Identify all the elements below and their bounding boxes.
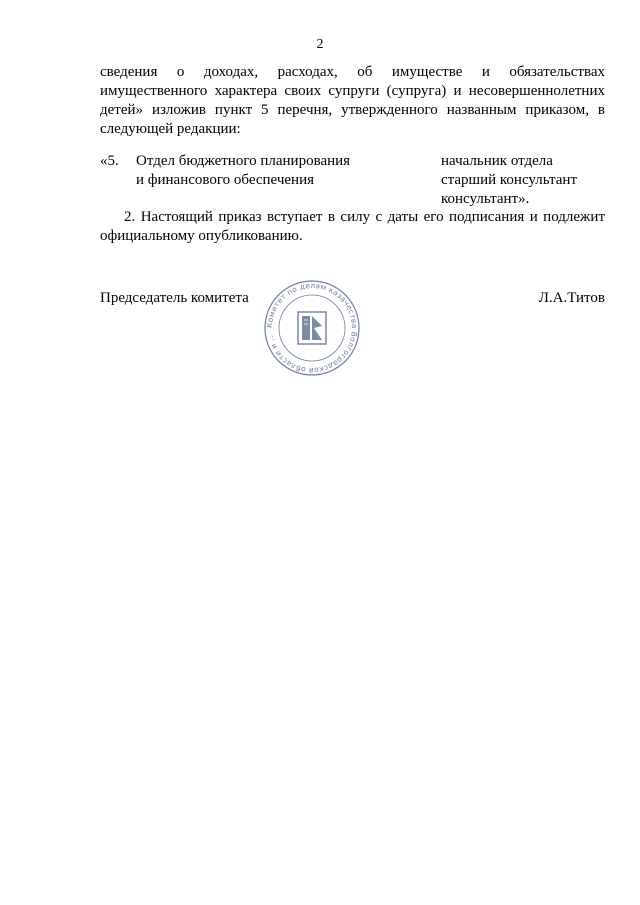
- seal-emblem-icon: [298, 312, 326, 344]
- seal-stamp: [262, 278, 362, 378]
- paragraph-1-line-3: детей» изложив пункт 5 перечня, утвержденного названным приказом, в: [100, 102, 605, 118]
- paragraph-2: [100, 208, 605, 246]
- item-department: [136, 152, 426, 190]
- page-number: 2: [316, 37, 324, 52]
- item-number: «5.: [100, 153, 119, 169]
- paragraph-1-line-4: следующей редакции:: [100, 121, 241, 137]
- item-position-3: консультант».: [441, 191, 530, 207]
- paragraph-2-line-2: официальному опубликованию.: [100, 228, 303, 244]
- paragraph-2-line-1: 2. Настоящий приказ вступает в силу с даты его подписания и подлежит: [124, 209, 605, 225]
- paragraph-1-line-1: сведения о доходах, расходах, об имуществе и обязательствах: [100, 64, 605, 80]
- signatory-name: Л.А.Титов: [538, 290, 605, 306]
- item-position-2: старший консультант: [441, 172, 577, 188]
- item-department-line-1: Отдел бюджетного планирования: [136, 153, 351, 169]
- item-position-1: начальник отдела: [441, 153, 553, 169]
- svg-text:Комитет по делам казачества Во: Комитет по делам казачества Волгоградской области и ...: [264, 280, 360, 376]
- paragraph-1: [100, 63, 605, 139]
- item-positions: [441, 152, 605, 209]
- signatory-title: Председатель комитета: [100, 290, 249, 306]
- signature-block: [100, 280, 605, 380]
- item-department-line-2: и финансового обеспечения: [136, 172, 314, 188]
- paragraph-1-line-2: имущественного характера своих супруги (супруга) и несовершеннолетних: [100, 83, 605, 99]
